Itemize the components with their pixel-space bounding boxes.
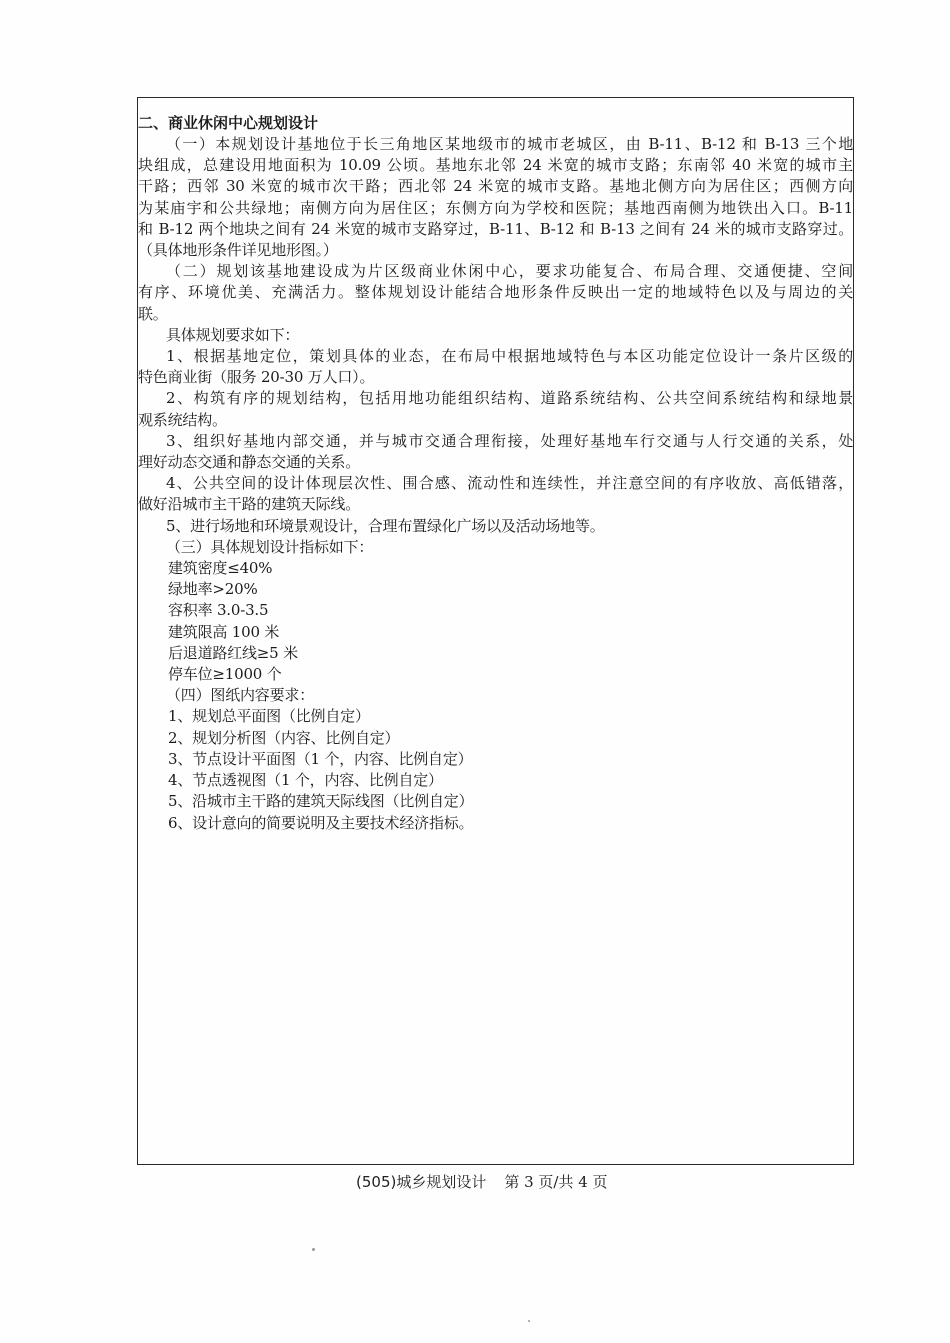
- drawing-item: 3、节点设计平面图（1 个，内容、比例自定）: [168, 749, 473, 768]
- indicators-title: （三）具体规划设计指标如下：: [166, 537, 374, 556]
- requirements-list: [138, 346, 853, 537]
- paragraph-line: 为某庙宇和公共绿地；南侧方向为居住区；东侧方向为学校和医院；基地西南侧为地铁出入口。B-11: [138, 198, 853, 217]
- content-frame: [137, 97, 854, 1165]
- footer-page-number: 第 3 页/共 4 页: [504, 1173, 608, 1191]
- requirement-line: 1、根据基地定位，策划具体的业态，在布局中根据地域特色与本区功能定位设计一条片区级的: [166, 347, 853, 366]
- paragraph-line: 和 B-12 两个地块之间有 24 米宽的城市支路穿过，B-11、B-12 和 B-13 之间有 24 米的城市支路穿过。: [138, 219, 853, 238]
- indicators-list: [138, 558, 853, 685]
- requirement-line: 4、公共空间的设计体现层次性、围合感、流动性和连续性，并注意空间的有序收放、高低错落，: [166, 474, 853, 493]
- drawing-item: 2、规划分析图（内容、比例自定）: [168, 728, 400, 747]
- requirement-line: 5、进行场地和环境景观设计，合理布置绿化广场以及活动场地等。: [166, 516, 605, 535]
- drawing-item: 4、节点透视图（1 个，内容、比例自定）: [168, 771, 443, 790]
- indicator-item: 容积率 3.0-3.5: [168, 601, 269, 620]
- requirement-line: 观系统结构。: [138, 410, 227, 429]
- paragraph-site-description: [138, 134, 853, 261]
- footer-course: (505)城乡规划设计: [356, 1173, 487, 1191]
- scan-speck: [528, 1320, 530, 1322]
- indicator-item: 建筑密度≤40%: [168, 559, 273, 578]
- drawing-item: 1、规划总平面图（比例自定）: [168, 707, 370, 726]
- drawing-item: 5、沿城市主干路的建筑天际线图（比例自定）: [168, 792, 474, 811]
- indicator-item: 绿地率>20%: [168, 580, 258, 599]
- indicator-item: 后退道路红线≥5 米: [168, 643, 298, 662]
- paragraph-line: 有序、环境优美、充满活力。整体规划设计能结合地形条件反映出一定的地域特色以及与周边的关: [138, 283, 853, 302]
- indicator-item: 停车位≥1000 个: [168, 665, 282, 684]
- indicator-item: 建筑限高 100 米: [168, 622, 280, 641]
- paragraph-line: 块组成，总建设用地面积为 10.09 公顷。基地东北邻 24 米宽的城市支路；东南邻 40 米宽的城市主: [138, 156, 853, 175]
- drawings-title: （四）图纸内容要求：: [166, 686, 315, 705]
- paragraph-line: 联。: [138, 304, 168, 323]
- page-footer: [356, 1172, 608, 1192]
- paragraph-line: （二）规划该基地建设成为片区级商业休闲中心，要求功能复合、布局合理、交通便捷、空间: [166, 262, 853, 281]
- section-heading: 二、商业休闲中心规划设计: [138, 114, 319, 132]
- paragraph-line: 干路；西邻 30 米宽的城市次干路；西北邻 24 米宽的城市支路。基地北侧方向为居住区；西侧方向: [138, 177, 853, 196]
- requirement-line: 做好沿城市主干路的建筑天际线。: [138, 495, 361, 514]
- paragraph-planning-goal: [138, 261, 853, 325]
- requirement-line: 3、组织好基地内部交通，并与城市交通合理衔接，处理好基地车行交通与人行交通的关系，处: [166, 431, 853, 450]
- paragraph-line: （具体地形条件详见地形图。）: [138, 241, 338, 260]
- content-body: [138, 98, 853, 834]
- drawing-item: 6、设计意向的简要说明及主要技术经济指标。: [168, 813, 474, 832]
- requirement-line: 2、构筑有序的规划结构，包括用地功能组织结构、道路系统结构、公共空间系统结构和绿地景: [166, 389, 853, 408]
- requirements-intro: 具体规划要求如下：: [166, 325, 300, 344]
- drawings-list: [138, 706, 853, 833]
- requirement-line: 理好动态交通和静态交通的关系。: [138, 453, 361, 472]
- paragraph-line: （一）本规划设计基地位于长三角地区某地级市的城市老城区，由 B-11、B-12 和 B-13 三个地: [166, 135, 853, 153]
- requirement-line: 特色商业街（服务 20-30 万人口）。: [138, 368, 375, 387]
- scan-speck: [312, 1248, 315, 1251]
